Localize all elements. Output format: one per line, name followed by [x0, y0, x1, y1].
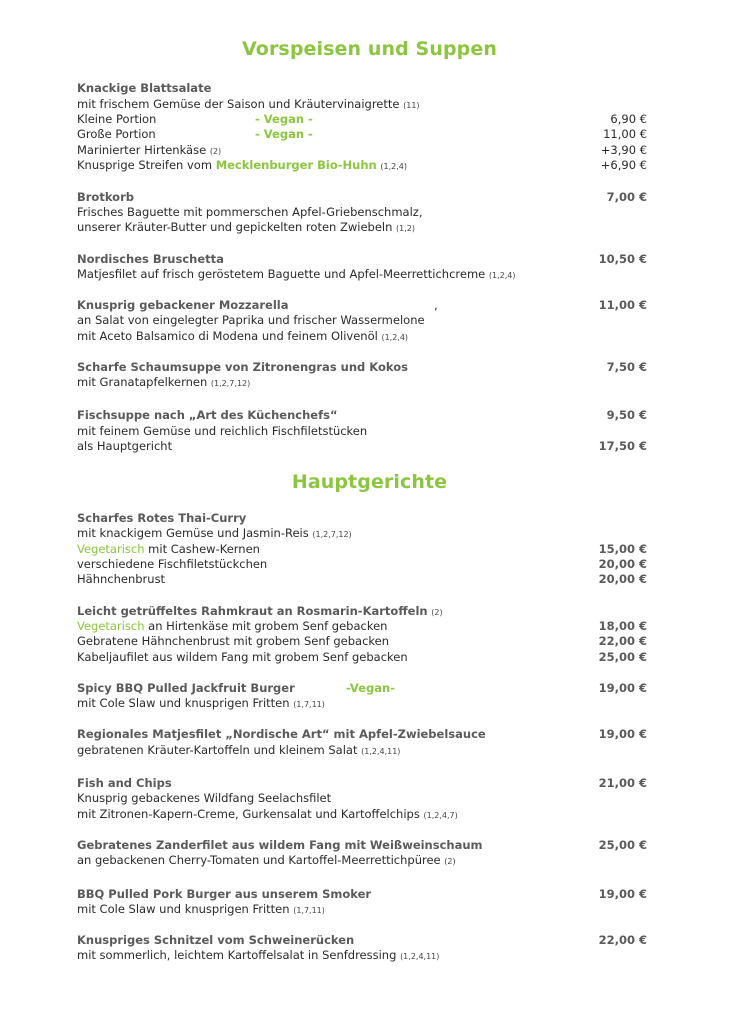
menu-item-name-row — [77, 775, 647, 791]
menu-item-name-row — [77, 359, 647, 375]
menu-item-desc: mit Cole Slaw und knusprigen Fritten — [77, 902, 290, 916]
menu-item-name-row — [77, 680, 647, 696]
allergen-codes: (1,2,4) — [488, 271, 516, 280]
menu-item-price: 19,00 € — [598, 887, 647, 901]
menu-item-price: 19,00 € — [598, 727, 647, 741]
menu-item-name: Leicht getrüffeltes Rahmkraut an Rosmarin-Kartoffeln — [77, 604, 428, 618]
menu-item-price: 21,00 € — [598, 776, 647, 790]
menu-item-name-row — [77, 886, 647, 902]
menu-item-desc-row — [77, 374, 647, 390]
menu-item-desc-row — [77, 852, 647, 868]
vegan-tag: - Vegan - — [255, 112, 313, 126]
stray-comma: , — [434, 298, 438, 312]
menu-item-name: Knuspriges Schnitzel vom Schweinerücken — [77, 933, 355, 947]
allergen-codes: (11) — [403, 101, 420, 110]
vegetarian-label: Vegetarisch — [77, 542, 145, 556]
menu-item-desc: mit Granatapfelkernen — [77, 375, 208, 389]
option-price: 18,00 € — [598, 619, 647, 633]
menu-item-name-row — [77, 726, 647, 742]
allergen-codes: (2) — [444, 857, 456, 866]
menu-item-price: 7,00 € — [606, 190, 647, 204]
menu-item-name: Gebratenes Zanderfilet aus wildem Fang mit Weißweinschaum — [77, 838, 483, 852]
option-label: mit Cashew-Kernen — [144, 542, 260, 556]
allergen-codes: (1,2,7,12) — [210, 379, 251, 388]
menu-item-desc: als Hauptgericht — [77, 439, 173, 453]
menu-item-price: 7,50 € — [606, 360, 647, 374]
menu-item-name: Scharfe Schaumsuppe von Zitronengras und Kokos — [77, 360, 408, 374]
menu-item-desc-row — [77, 947, 647, 963]
menu-item-name: BBQ Pulled Pork Burger aus unserem Smoker — [77, 887, 372, 901]
option-label: Große Portion — [77, 127, 156, 141]
menu-option-row — [77, 556, 647, 572]
menu-option-row — [77, 618, 647, 634]
allergen-codes: (2) — [431, 608, 443, 617]
menu-item-price: 11,00 € — [598, 298, 647, 312]
option-label: Kleine Portion — [77, 112, 157, 126]
menu-item-desc: mit Zitronen-Kapern-Creme, Gurkensalat und Kartoffelchips — [77, 807, 420, 821]
menu-item-desc: Frisches Baguette mit pommerschen Apfel-Griebenschmalz, — [77, 205, 423, 219]
menu-option-row — [77, 541, 647, 557]
section-title-vorspeisen: Vorspeisen und Suppen — [242, 38, 497, 60]
menu-item-name: Knusprig gebackener Mozzarella — [77, 298, 289, 312]
menu-item-price: 9,50 € — [606, 408, 647, 422]
allergen-codes: (1,2,7,12) — [312, 530, 352, 539]
menu-option-row — [77, 633, 647, 649]
option-price: 6,90 € — [610, 112, 647, 126]
menu-item-desc: mit knackigem Gemüse und Jasmin-Reis — [77, 526, 309, 540]
highlight-label: Mecklenburger Bio-Huhn — [215, 158, 377, 172]
menu-item-price: 19,00 € — [598, 681, 647, 695]
menu-item-desc: Matjesfilet auf frisch geröstetem Baguette und Apfel-Meerrettichcreme — [77, 267, 486, 281]
allergen-codes: (1,2,4) — [380, 162, 407, 171]
allergen-codes: (1,2,4,7) — [423, 811, 458, 820]
menu-item-desc: gebratenen Kräuter-Kartoffeln und kleinem Salat — [77, 743, 358, 757]
menu-item-name: Regionales Matjesfilet „Nordische Art“ mit Apfel-Zwiebelsauce — [77, 727, 486, 741]
menu-item-name-row — [77, 837, 647, 853]
menu-item-desc: unserer Kräuter-Butter und gepickelten roten Zwiebeln — [77, 220, 393, 234]
menu-item-name: Fischsuppe nach „Art des Küchenchefs“ — [77, 408, 338, 422]
option-price: 11,00 € — [603, 127, 647, 141]
menu-option-row — [77, 126, 647, 142]
menu-item-desc: mit Aceto Balsamico di Modena und feinem Olivenöl — [77, 329, 378, 343]
option-price: +6,90 € — [600, 158, 647, 172]
menu-item-desc: an Salat von eingelegter Paprika und frischer Wassermelone — [77, 313, 425, 327]
menu-item-price: 17,50 € — [598, 439, 647, 453]
allergen-codes: (1,2) — [396, 224, 416, 233]
menu-item-desc: Knusprig gebackenes Wildfang Seelachsfilet — [77, 791, 332, 805]
menu-item-name: Scharfes Rotes Thai-Curry — [77, 511, 247, 525]
menu-option-row — [77, 571, 647, 587]
menu-item-desc-row — [77, 96, 647, 112]
option-label: verschiedene Fischfiletstückchen — [77, 557, 268, 571]
menu-item-desc-row — [77, 790, 647, 806]
menu-option-row — [77, 111, 647, 127]
allergen-codes: (2) — [209, 147, 222, 156]
menu-item-desc-row — [77, 525, 647, 541]
allergen-codes: (1,7,11) — [293, 906, 325, 915]
menu-item-name-row — [77, 932, 647, 948]
section-title-hauptgerichte: Hauptgerichte — [291, 471, 448, 493]
menu-option-row — [77, 142, 647, 158]
menu-item-name-row — [77, 297, 647, 313]
menu-item-name: Knackige Blattsalate — [77, 81, 212, 95]
menu-item-name-row — [77, 80, 647, 96]
menu-item-name-row — [77, 189, 647, 205]
menu-item-desc-row — [77, 312, 647, 328]
option-price: 15,00 € — [598, 542, 647, 556]
menu-item-desc: mit Cole Slaw und knusprigen Fritten — [77, 696, 290, 710]
menu-item-name: Spicy BBQ Pulled Jackfruit Burger — [77, 681, 295, 695]
option-label: an Hirtenkäse mit grobem Senf gebacken — [144, 619, 388, 633]
vegan-tag: - Vegan - — [255, 127, 313, 141]
menu-item-desc-row — [77, 219, 647, 235]
menu-item-desc: an gebackenen Cherry-Tomaten und Kartoffel-Meerrettichpüree — [77, 853, 441, 867]
menu-item-desc-row — [77, 742, 647, 758]
allergen-codes: (1,2,4) — [381, 333, 409, 342]
option-label: Gebratene Hähnchenbrust mit grobem Senf gebacken — [77, 634, 390, 648]
option-price: 25,00 € — [598, 650, 647, 664]
option-price: 20,00 € — [598, 572, 647, 586]
menu-item-name-row — [77, 603, 647, 619]
menu-item-price: 25,00 € — [598, 838, 647, 852]
menu-item-name-row — [77, 251, 647, 267]
option-label: Marinierter Hirtenkäse — [77, 143, 207, 157]
vegan-tag: -Vegan- — [346, 681, 395, 695]
menu-item-name: Nordisches Bruschetta — [77, 252, 224, 266]
menu-item-desc: mit feinem Gemüse und reichlich Fischfiletstücken — [77, 424, 368, 438]
option-price: 20,00 € — [598, 557, 647, 571]
menu-item-desc-row — [77, 695, 647, 711]
allergen-codes: (1,7,11) — [293, 700, 325, 709]
menu-item-desc-row — [77, 328, 647, 344]
option-label: Knusprige Streifen vom — [77, 158, 216, 172]
menu-item-desc-row — [77, 438, 647, 454]
menu-item-price: 22,00 € — [598, 933, 647, 947]
menu-item-name-row — [77, 407, 647, 423]
option-label: Hähnchenbrust — [77, 572, 166, 586]
menu-item-desc-row — [77, 423, 647, 439]
allergen-codes: (1,2,4,11) — [361, 747, 401, 756]
vegetarian-label: Vegetarisch — [77, 619, 145, 633]
option-price: 22,00 € — [598, 634, 647, 648]
menu-item-desc: mit frischem Gemüse der Saison und Kräutervinaigrette — [77, 97, 400, 111]
menu-item-price: 10,50 € — [598, 252, 647, 266]
menu-item-name: Brotkorb — [77, 190, 134, 204]
option-label: Kabeljaufilet aus wildem Fang mit grobem Senf gebacken — [77, 650, 408, 664]
menu-item-desc-row — [77, 901, 647, 917]
menu-item-desc-row — [77, 266, 647, 282]
menu-option-row — [77, 157, 647, 173]
menu-option-row — [77, 649, 647, 665]
menu-item-desc-row — [77, 204, 647, 220]
allergen-codes: (1,2,4,11) — [400, 952, 440, 961]
menu-item-name-row — [77, 510, 647, 526]
menu-item-name: Fish and Chips — [77, 776, 172, 790]
option-price: +3,90 € — [600, 143, 647, 157]
menu-item-desc-row — [77, 806, 647, 822]
menu-item-desc: mit sommerlich, leichtem Kartoffelsalat in Senfdressing — [77, 948, 397, 962]
